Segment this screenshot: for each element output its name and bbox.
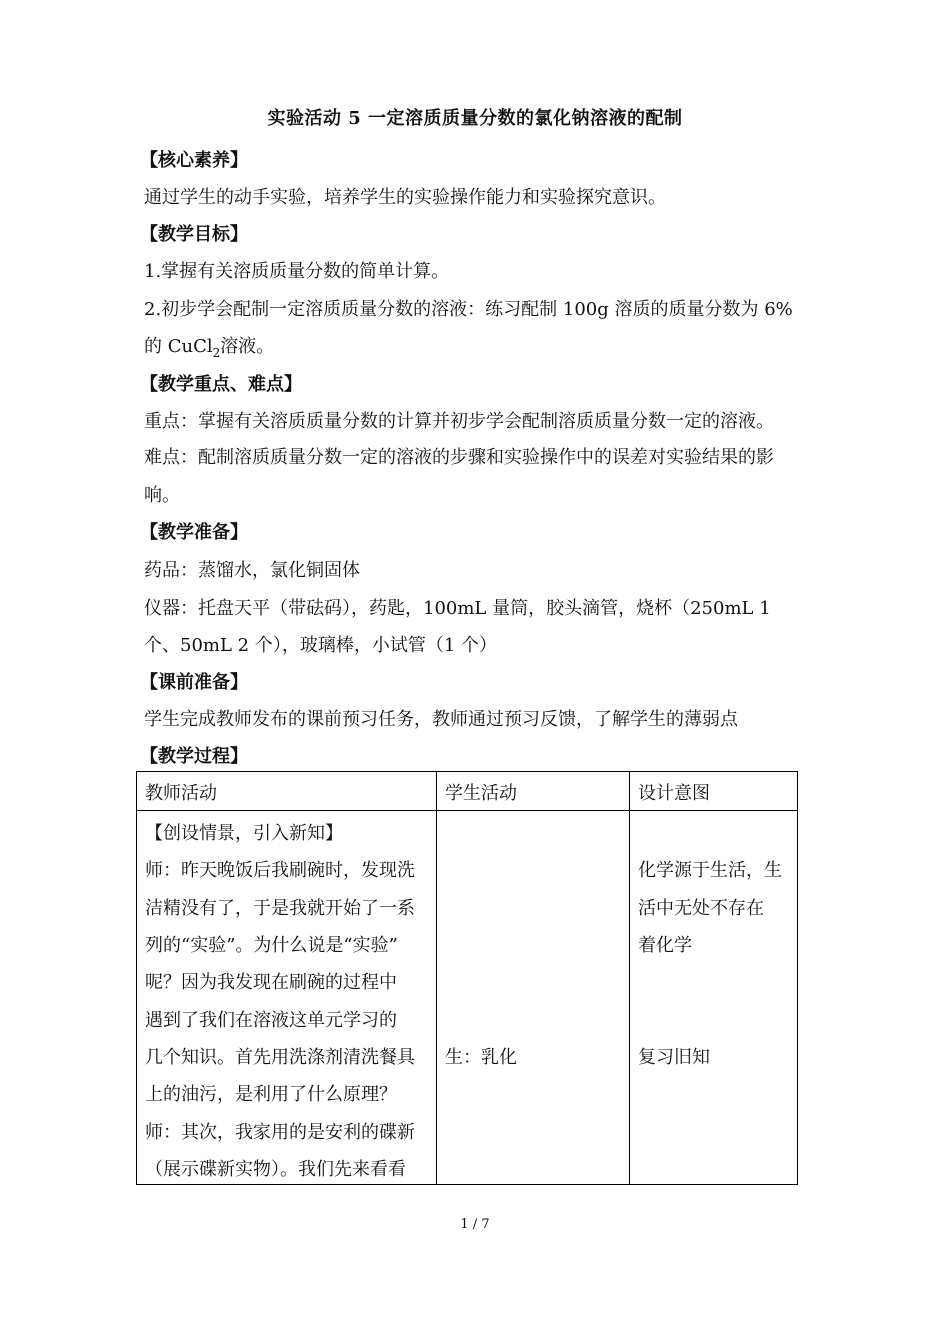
- intent-line: 活中无处不存在: [638, 898, 764, 919]
- teacher-line: 上的油污，是利用了什么原理？: [145, 1084, 397, 1105]
- teacher-line: 呢？因为我发现在刷碗的过程中: [145, 972, 397, 993]
- teacher-line: 师：昨天晚饭后我刷碗时，发现洗: [145, 860, 415, 881]
- process-table: [136, 771, 798, 1185]
- design-intent-cell: [630, 811, 798, 1185]
- header-student: 学生活动: [437, 772, 630, 811]
- teacher-line: 洁精没有了，于是我就开始了一系: [145, 898, 415, 919]
- heading-preclass: 【课前准备】: [140, 672, 248, 693]
- goal-item-2-line1: 2.初步学会配制一定溶质质量分数的溶液：练习配制 100g 溶质的质量分数为 6%: [144, 299, 793, 320]
- prep-instruments-line2: 个、50mL 2 个），玻璃棒，小试管（1 个）: [144, 635, 497, 656]
- teacher-line: 【创设情景，引入新知】: [145, 823, 343, 844]
- key-difficulty-line1: 难点：配制溶质质量分数一定的溶液的步骤和实验操作中的误差对实验结果的影: [144, 447, 774, 468]
- heading-key: 【教学重点、难点】: [140, 374, 302, 395]
- goal-item-1: 1.掌握有关溶质质量分数的简单计算。: [144, 261, 450, 282]
- goal-item-2-line2: 的 CuCl$_2$溶液。: [144, 336, 275, 360]
- header-teacher: 教师活动: [137, 772, 437, 811]
- prep-instruments-line1: 仪器：托盘天平（带砝码），药匙，100mL 量筒，胶头滴管，烧杯（250mL 1: [144, 598, 771, 619]
- teacher-line: 师：其次，我家用的是安利的碟新: [145, 1122, 415, 1143]
- student-response: 生：乳化: [445, 1047, 517, 1068]
- teacher-line: 列的“实验”。为什么说是“实验”: [145, 935, 398, 956]
- student-activity-cell: [437, 811, 630, 1185]
- heading-prep: 【教学准备】: [140, 522, 248, 543]
- teacher-line: 几个知识。首先用洗涤剂清洗餐具: [145, 1047, 415, 1068]
- heading-goals: 【教学目标】: [140, 224, 248, 245]
- intent-line: 着化学: [638, 935, 692, 956]
- core-text: 通过学生的动手实验，培养学生的实验操作能力和实验探究意识。: [144, 187, 666, 208]
- table-row: [137, 811, 798, 1185]
- document-title: 实验活动 5 一定溶质质量分数的氯化钠溶液的配制: [267, 108, 683, 129]
- table-header-row: [137, 772, 798, 811]
- teacher-activity-cell: [137, 811, 437, 1185]
- preclass-text: 学生完成教师发布的课前预习任务，教师通过预习反馈，了解学生的薄弱点: [144, 709, 738, 730]
- teacher-line: （展示碟新实物）。我们先来看看: [145, 1159, 406, 1180]
- intent-line: 化学源于生活，生: [638, 860, 782, 881]
- intent-review: 复习旧知: [638, 1047, 710, 1068]
- teacher-line: 遇到了我们在溶液这单元学习的: [145, 1010, 397, 1031]
- key-difficulty-line2: 响。: [144, 485, 180, 506]
- prep-drugs: 药品：蒸馏水，氯化铜固体: [144, 560, 360, 581]
- page-number: 1 / 7: [460, 1217, 490, 1232]
- key-focus: 重点：掌握有关溶质质量分数的计算并初步学会配制溶质质量分数一定的溶液。: [144, 411, 774, 432]
- header-intent: 设计意图: [630, 772, 798, 811]
- heading-process: 【教学过程】: [140, 746, 248, 767]
- heading-core: 【核心素养】: [140, 150, 248, 171]
